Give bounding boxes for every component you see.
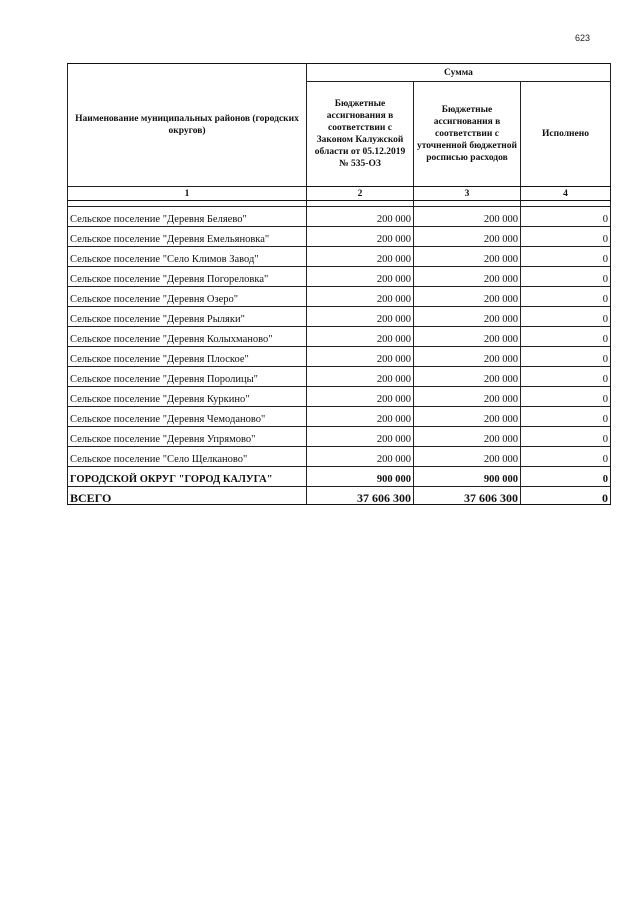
table-row: [68, 207, 611, 227]
row-name-cell: Сельское поселение "Деревня Колыхманово": [68, 327, 307, 347]
city-row: [68, 467, 611, 487]
table-row: [68, 407, 611, 427]
table-row: [68, 387, 611, 407]
row-executed-cell: 0: [521, 307, 611, 327]
row-law-cell: 200 000: [307, 367, 414, 387]
row-executed-cell: 0: [521, 327, 611, 347]
row-name-cell: Сельское поселение "Деревня Озеро": [68, 287, 307, 307]
row-refined-cell: 900 000: [414, 467, 521, 487]
row-executed-cell: 0: [521, 207, 611, 227]
row-refined-cell: 200 000: [414, 327, 521, 347]
row-executed-cell: 0: [521, 247, 611, 267]
total-row: [68, 487, 611, 505]
row-name-cell: Сельское поселение "Деревня Упрямово": [68, 427, 307, 447]
row-law-cell: 200 000: [307, 327, 414, 347]
table-row: [68, 327, 611, 347]
row-name-cell: Сельское поселение "Село Щелканово": [68, 447, 307, 467]
row-refined-cell: 200 000: [414, 287, 521, 307]
row-executed-cell: 0: [521, 267, 611, 287]
header-number-1: 1: [68, 187, 307, 201]
row-name-cell: Сельское поселение "Деревня Куркино": [68, 387, 307, 407]
row-name-cell: ВСЕГО: [68, 487, 307, 505]
row-name-cell: Сельское поселение "Деревня Беляево": [68, 207, 307, 227]
row-law-cell: 200 000: [307, 207, 414, 227]
row-law-cell: 200 000: [307, 307, 414, 327]
row-executed-cell: 0: [521, 447, 611, 467]
table-row: [68, 427, 611, 447]
header-number-2: 2: [307, 187, 414, 201]
row-law-cell: 200 000: [307, 407, 414, 427]
header-col-executed: Исполнено: [521, 82, 611, 187]
row-executed-cell: 0: [521, 227, 611, 247]
row-refined-cell: 200 000: [414, 307, 521, 327]
header-col-law: Бюджетные ассигнования в соответствии с Законом Калужской области от 05.12.2019 № 535-ОЗ: [307, 82, 414, 187]
row-executed-cell: 0: [521, 387, 611, 407]
row-name-cell: Сельское поселение "Село Климов Завод": [68, 247, 307, 267]
row-law-cell: 200 000: [307, 247, 414, 267]
row-law-cell: 200 000: [307, 267, 414, 287]
row-executed-cell: 0: [521, 467, 611, 487]
row-refined-cell: 200 000: [414, 207, 521, 227]
row-name-cell: Сельское поселение "Деревня Поролицы": [68, 367, 307, 387]
header-sum-group: Сумма: [307, 64, 611, 82]
row-law-cell: 37 606 300: [307, 487, 414, 505]
table-row: [68, 247, 611, 267]
row-law-cell: 200 000: [307, 287, 414, 307]
header-col-refined: Бюджетные ассигнования в соответствии с уточненной бюджетной росписью расходов: [414, 82, 521, 187]
row-law-cell: 900 000: [307, 467, 414, 487]
table-row: [68, 347, 611, 367]
header-name-column: Наименование муниципальных районов (городских округов): [68, 64, 307, 187]
row-name-cell: Сельское поселение "Деревня Плоское": [68, 347, 307, 367]
header-number-4: 4: [521, 187, 611, 201]
header-number-3: 3: [414, 187, 521, 201]
row-executed-cell: 0: [521, 427, 611, 447]
row-name-cell: ГОРОДСКОЙ ОКРУГ "ГОРОД КАЛУГА": [68, 467, 307, 487]
row-name-cell: Сельское поселение "Деревня Погореловка": [68, 267, 307, 287]
budget-table: [67, 63, 611, 505]
row-refined-cell: 200 000: [414, 427, 521, 447]
row-refined-cell: 200 000: [414, 267, 521, 287]
table-row: [68, 447, 611, 467]
table-row: [68, 267, 611, 287]
row-refined-cell: 37 606 300: [414, 487, 521, 505]
table-row: [68, 367, 611, 387]
row-refined-cell: 200 000: [414, 407, 521, 427]
row-executed-cell: 0: [521, 347, 611, 367]
row-law-cell: 200 000: [307, 387, 414, 407]
row-name-cell: Сельское поселение "Деревня Емельяновка": [68, 227, 307, 247]
row-name-cell: Сельское поселение "Деревня Чемоданово": [68, 407, 307, 427]
row-executed-cell: 0: [521, 407, 611, 427]
row-refined-cell: 200 000: [414, 447, 521, 467]
row-executed-cell: 0: [521, 487, 611, 505]
row-refined-cell: 200 000: [414, 347, 521, 367]
row-law-cell: 200 000: [307, 227, 414, 247]
table-row: [68, 287, 611, 307]
table-row: [68, 307, 611, 327]
row-refined-cell: 200 000: [414, 387, 521, 407]
row-law-cell: 200 000: [307, 427, 414, 447]
row-executed-cell: 0: [521, 287, 611, 307]
row-law-cell: 200 000: [307, 347, 414, 367]
page-number: 623: [574, 33, 590, 43]
row-executed-cell: 0: [521, 367, 611, 387]
row-refined-cell: 200 000: [414, 367, 521, 387]
row-law-cell: 200 000: [307, 447, 414, 467]
row-refined-cell: 200 000: [414, 247, 521, 267]
row-name-cell: Сельское поселение "Деревня Рыляки": [68, 307, 307, 327]
row-refined-cell: 200 000: [414, 227, 521, 247]
table-row: [68, 227, 611, 247]
